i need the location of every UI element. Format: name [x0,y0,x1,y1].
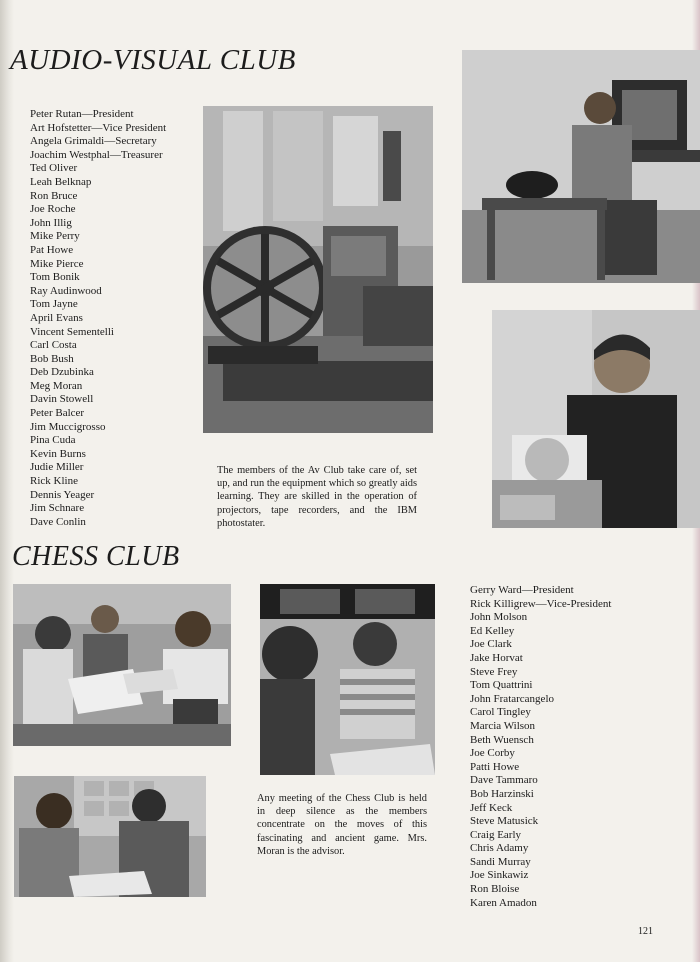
av-club-member: Rick Kline [30,475,78,488]
chess-club-member: Chris Adamy [470,842,529,855]
chess-club-member: Steve Frey [470,665,518,678]
chess-club-member: Joe Sinkawiz [470,869,529,882]
chess-club-member: Marcia Wilson [470,719,536,732]
av-club-member: Mike Perry [30,230,80,243]
chess-club-member: John Molson [470,611,528,624]
av-club-member: John Illig [30,216,72,229]
chess-club-roster [470,584,611,910]
chess-club-member: Steve Matusick [470,815,539,828]
chess-club-member: Bob Harzinski [470,787,534,800]
av-club-member: Joe Roche [30,203,76,216]
photo-boys-playing-chess [14,776,206,897]
chess-club-member: Rick Killigrew—Vice-President [470,597,612,610]
av-club-roster [30,108,202,529]
av-club-member: Carl Costa [30,339,77,352]
photo-girls-playing-chess [13,584,231,746]
av-club-member: Ray Audinwood [30,284,102,297]
av-club-member: April Evans [30,311,83,324]
chess-club-member: Tom Quattrini [470,679,533,692]
av-club-member: Tom Jayne [30,298,78,311]
av-club-member: Angela Grimaldi—Secretary [30,135,157,148]
av-club-member: Judie Miller [30,461,84,474]
av-club-member: Peter Balcer [30,407,85,420]
chess-club-member: Sandi Murray [470,855,531,868]
av-club-member: Tom Bonik [30,271,80,284]
av-club-member: Pina Cuda [30,434,76,447]
chess-club-member: Craig Early [470,828,522,841]
chess-club-member: Patti Howe [470,760,520,773]
av-club-member: Leah Belknap [30,175,92,188]
chess-club-member: Ron Bloise [470,883,520,896]
chess-club-member: Joe Corby [470,747,515,760]
chess-club-member: Gerry Ward—President [470,584,574,596]
av-club-member: Dave Conlin [30,515,86,528]
av-club-member: Bob Bush [30,352,74,365]
av-club-member: Deb Dzubinka [30,366,94,379]
photo-chess-match-closeup [260,584,435,775]
photo-boy-tape-recorder-tv [462,50,700,283]
av-club-member: Kevin Burns [30,447,86,460]
av-club-member: Meg Moran [30,379,83,392]
av-club-member: Mike Pierce [30,257,84,270]
chess-club-caption: Any meeting of the Chess Club is held in deep silence as the members concentrate on the moves of this fascinating and ancient game. Mrs. Moran is the advisor. [257,793,427,857]
chess-club-member: Carol Tingley [470,706,531,719]
photo-film-projector [203,106,433,433]
av-club-member: Davin Stowell [30,393,94,406]
av-club-caption: The members of the Av Club take care of, set up, and run the equipment which so greatly aids learning. They are skilled in the operation of projectors, tape recorders, and the IBM photostater. [217,465,417,529]
av-club-member: Ron Bruce [30,189,78,202]
chess-club-member: Dave Tammaro [470,774,538,787]
av-club-member: Dennis Yeager [30,488,95,501]
chess-club-member: Beth Wuensch [470,733,534,746]
page-number: 121 [638,926,653,937]
chess-club-member: Joe Clark [470,638,512,651]
av-club-member: Ted Oliver [30,162,78,175]
av-club-title: AUDIO-VISUAL CLUB [10,44,296,76]
chess-club-member: Ed Kelley [470,624,515,637]
chess-club-title: CHESS CLUB [12,541,180,572]
chess-club-member: Jake Horvat [470,651,523,664]
av-club-member: Peter Rutan—President [30,108,134,120]
av-club-member: Jim Schnare [30,502,85,515]
page-spine-shadow [0,0,14,962]
chess-club-member: John Fratarcangelo [470,692,554,705]
photo-boy-smiling-tape-machine [492,310,700,528]
chess-club-member: Jeff Keck [470,801,513,814]
av-club-member: Jim Muccigrosso [30,420,106,433]
av-club-member: Vincent Sementelli [30,325,114,338]
chess-club-member: Karen Amadon [470,896,537,909]
av-club-member: Joachim Westphal—Treasurer [30,148,163,161]
av-club-member: Art Hofstetter—Vice President [30,121,167,134]
av-club-member: Pat Howe [30,243,74,256]
